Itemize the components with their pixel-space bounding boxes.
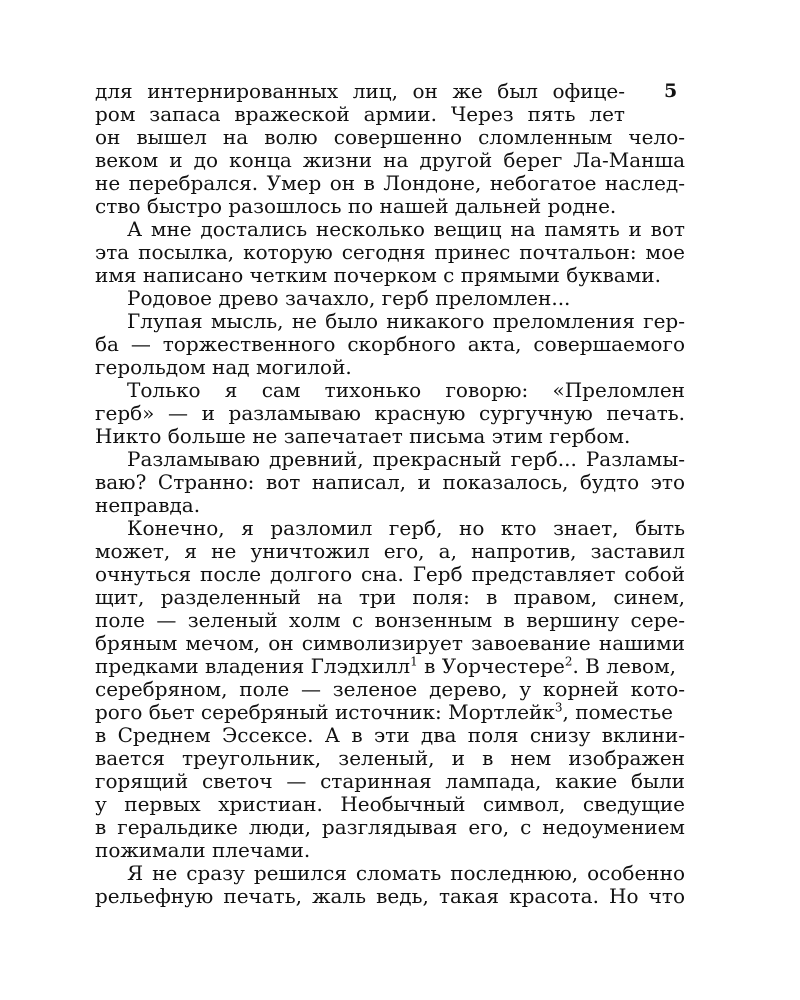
text-fragment: в Уорчестере (417, 654, 565, 678)
text-line: рельефную печать, жаль ведь, такая красота. Но что (95, 884, 685, 908)
footnote-marker[interactable]: 3 (554, 700, 563, 715)
text-line: поле — зеленый холм с вонзенным в вершину сере- (95, 608, 685, 632)
text-fragment: . В левом, (572, 654, 676, 678)
footnote-marker[interactable]: 2 (564, 654, 573, 669)
text-line: Никто больше не запечатает письма этим гербом. (95, 424, 631, 448)
text-line: Конечно, я разломил герб, но кто знает, быть (127, 516, 685, 540)
text-line: в Среднем Эссексе. А в эти два поля снизу вклини- (95, 723, 685, 747)
text-line (95, 655, 685, 678)
text-line: веком и до конца жизни на другой берег Ла-Манша (95, 148, 685, 172)
text-line (95, 701, 685, 724)
text-line: очнуться после долгого сна. Герб представляет собой (95, 562, 685, 586)
text-line: горящий светоч — старинная лампада, какие были (95, 769, 685, 793)
text-line: герб» — и разламываю красную сургучную печать. (95, 401, 685, 425)
text-line: Глупая мысль, не было никакого преломления гер- (127, 309, 685, 333)
text-fragment: рого бьет серебряный источник: Мортлейк (95, 700, 555, 724)
text-line: ром запаса вражеской армии. Через пять лет (95, 102, 625, 126)
text-line: вается треугольник, зеленый, и в нем изображен (95, 746, 685, 770)
text-line: ваю? Странно: вот написал, и показалось, будто это (95, 470, 685, 494)
text-line: Только я сам тихонько говорю: «Преломлен (127, 378, 685, 402)
text-line: Разламываю древний, прекрасный герб... Разламы- (127, 447, 685, 471)
text-line: неправда. (95, 493, 201, 517)
page-number: 5 (664, 80, 678, 102)
text-line: Я не сразу решился сломать последнюю, особенно (127, 861, 685, 885)
text-fragment: , поместье (562, 700, 673, 724)
text-line: имя написано четким почерком с прямыми буквами. (95, 263, 661, 287)
text-line: может, я не уничтожил его, а, напротив, заставил (95, 539, 685, 563)
text-line: А мне достались несколько вещиц на память и вот (127, 217, 685, 241)
text-line: пожимали плечами. (95, 838, 311, 862)
text-line: не перебрался. Умер он в Лондоне, небогатое наслед- (95, 171, 685, 195)
text-line: ба — торжественного скорбного акта, совершаемого (95, 332, 685, 356)
text-line: у первых христиан. Необычный символ, сведущие (95, 792, 685, 816)
text-line: для интернированных лиц, он же был офице- (95, 79, 625, 103)
text-body (95, 80, 685, 908)
text-line: герольдом над могилой. (95, 355, 352, 379)
text-line: Родовое древо зачахло, герб преломлен... (127, 286, 571, 310)
text-fragment: предками владения Глэдхилл (95, 654, 411, 678)
text-line: бряным мечом, он символизирует завоевание нашими (95, 631, 685, 655)
text-line: серебряном, поле — зеленое дерево, у корней кото- (95, 677, 685, 701)
text-line: в геральдике люди, разглядывая его, с недоумением (95, 815, 685, 839)
text-line: щит, разделенный на три поля: в правом, синем, (95, 585, 685, 609)
text-line: ство быстро разошлось по нашей дальней родне. (95, 194, 617, 218)
footnote-marker[interactable]: 1 (410, 654, 418, 669)
text-line: эта посылка, которую сегодня принес почтальон: мое (95, 240, 685, 264)
text-line: он вышел на волю совершенно сломленным чело- (95, 125, 685, 149)
